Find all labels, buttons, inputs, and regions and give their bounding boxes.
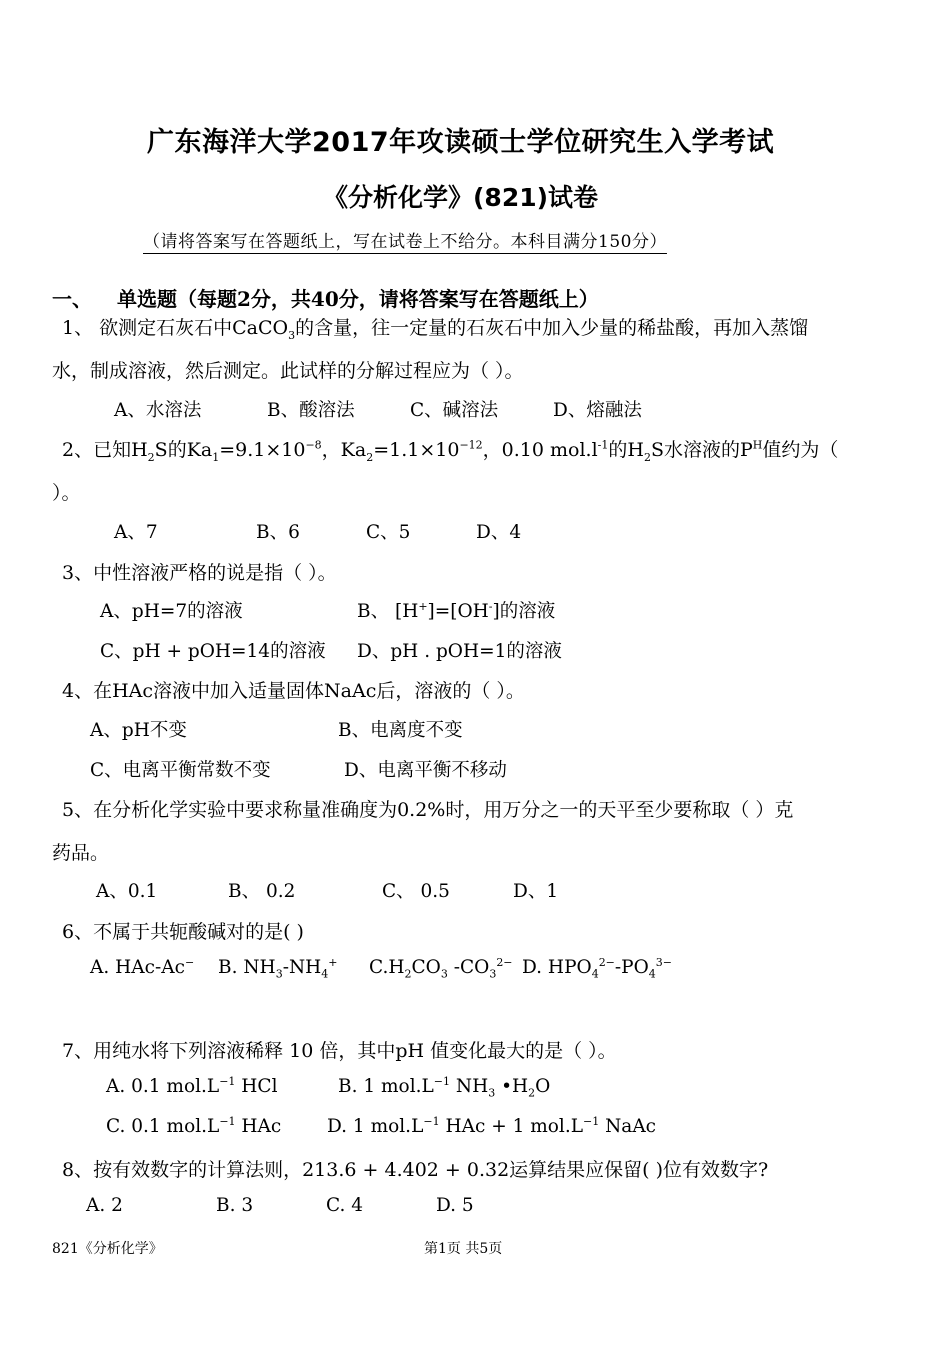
q2-option-c: C、5 (366, 522, 411, 543)
q6b-p: + (328, 955, 338, 969)
q2-s2: 1 (212, 450, 220, 464)
q3b-b: ]=[OH (427, 601, 489, 622)
q4-option-c: C、电离平衡常数不变 (90, 760, 271, 781)
question-3: 3、中性溶液严格的说是指（ ）。 (62, 562, 337, 584)
q7b-p: −1 (433, 1074, 450, 1088)
q7b-3: •H (495, 1076, 529, 1097)
q2-s4: 2 (643, 450, 651, 464)
q5-option-b: B、 0.2 (228, 881, 296, 902)
q7d-p1: −1 (423, 1114, 440, 1128)
q3-option-d: D、pH . pOH=1的溶液 (357, 641, 562, 662)
q6b-1: B. NH (218, 957, 276, 978)
q6c-s1: 2 (404, 967, 412, 981)
q8-option-a: A. 2 (86, 1195, 123, 1216)
q7c-p: −1 (219, 1114, 236, 1128)
q6d-1: D. HPO (522, 957, 592, 978)
q7a-2: HCl (235, 1076, 278, 1097)
q6-option-c (369, 955, 513, 981)
q3b-c: ]的溶液 (492, 601, 556, 622)
question-5-line-1: 5、在分析化学实验中要求称量准确度为0.2%时，用万分之一的天平至少要称取（ ）克 (62, 799, 794, 821)
q7b-s2: 2 (528, 1086, 536, 1100)
q2-p4: H (752, 438, 763, 452)
q7-option-a (106, 1076, 278, 1097)
q8-option-d: D. 5 (436, 1195, 474, 1216)
q7d-p2: −1 (583, 1114, 600, 1128)
q7-option-b (338, 1074, 551, 1100)
q6d-s2: 4 (648, 967, 656, 981)
q1-option-b: B、酸溶法 (267, 400, 355, 421)
q2-t3: =9.1×10 (219, 439, 306, 461)
q6d-2: -PO (614, 957, 649, 978)
exam-title: 广东海洋大学2017年攻读硕士学位研究生入学考试 (147, 127, 775, 158)
question-7: 7、用纯水将下列溶液稀释 10 倍，其中pH 值变化最大的是（ ）。 (62, 1040, 617, 1062)
q7d-2: HAc + 1 mol.L (439, 1116, 583, 1137)
q1-option-c: C、碱溶法 (410, 400, 499, 421)
q3b-p1: + (418, 599, 428, 613)
q7b-s1: 3 (488, 1086, 496, 1100)
q6c-s2: 3 (440, 967, 448, 981)
q6c-2: CO (411, 957, 441, 978)
q4-option-b: B、电离度不变 (338, 720, 463, 741)
q7c-2: HAc (235, 1116, 282, 1137)
q6c-p: 2− (496, 955, 513, 969)
q1-option-a: A、水溶法 (114, 400, 202, 421)
q6c-3: -CO (447, 957, 490, 978)
q1-text-b: 的含量，往一定量的石灰石中加入少量的稀盐酸，再加入蒸馏 (295, 317, 809, 339)
q6d-p2: 3− (655, 955, 672, 969)
question-4: 4、在HAc溶液中加入适量固体NaAc后，溶液的（ ）。 (62, 680, 525, 702)
footer-course: 821《分析化学》 (52, 1241, 163, 1257)
section-title: 单选题（每题2分，共40分，请将答案写在答题纸上） (117, 287, 599, 311)
q3-option-c: C、pH + pOH=14的溶液 (100, 641, 326, 662)
q6-option-b (218, 955, 338, 981)
q7b-1: B. 1 mol.L (338, 1076, 434, 1097)
question-1-line-1 (62, 313, 808, 340)
q2-t7: 的H (608, 439, 644, 461)
q6a-p: − (184, 955, 195, 969)
q6-option-d (522, 955, 672, 981)
q6d-p1: 2− (598, 955, 615, 969)
q2-p1: −8 (305, 438, 322, 452)
q1-text-a: 1、 欲测定石灰石中CaCO (62, 317, 289, 339)
footer-page-number: 第1页 共5页 (424, 1241, 503, 1257)
q8-option-b: B. 3 (216, 1195, 254, 1216)
q6a-1: A. HAc-Ac (90, 957, 185, 978)
q2-t4: ，Ka (321, 439, 367, 461)
q2-option-d: D、4 (476, 522, 522, 543)
q2-option-b: B、6 (256, 522, 300, 543)
q4-option-a: A、pH不变 (90, 720, 187, 741)
q2-t2: S的Ka (154, 439, 213, 461)
section-number: 一、 (52, 287, 92, 311)
q5-option-c: C、 0.5 (382, 881, 450, 902)
q2-t5: =1.1×10 (373, 439, 460, 461)
q6c-s3: 3 (489, 967, 497, 981)
q7-option-c (106, 1116, 281, 1137)
question-1-line-2: 水，制成溶液，然后测定。此试样的分解过程应为（ ）。 (52, 360, 524, 382)
q7b-2: NH (450, 1076, 489, 1097)
q1-option-d: D、熔融法 (553, 400, 642, 421)
q7d-1: D. 1 mol.L (327, 1116, 424, 1137)
q5-option-a: A、0.1 (96, 881, 158, 902)
q2-s1: 2 (147, 450, 155, 464)
q2-p3: -1 (597, 438, 609, 452)
question-2-line-2: ）。 (52, 482, 81, 504)
question-5-line-2: 药品。 (52, 842, 110, 864)
q6c-1: C.H (369, 957, 405, 978)
q7d-3: NaAc (599, 1116, 657, 1137)
q2-s3: 2 (366, 450, 374, 464)
instruction-note: （请将答案写在答题纸上，写在试卷上不给分。本科目满分150分） (143, 232, 667, 252)
q2-t6: ，0.10 mol.l (482, 439, 598, 461)
q2-option-a: A、7 (114, 522, 158, 543)
q1-sub: 3 (288, 328, 296, 342)
question-2-line-1 (62, 435, 838, 462)
q2-t9: 值约为（ (762, 439, 839, 461)
q3b-p2: - (488, 599, 493, 613)
q6-option-a (90, 957, 194, 978)
q6b-2: -NH (282, 957, 322, 978)
q7a-1: A. 0.1 mol.L (106, 1076, 220, 1097)
q2-t8: S水溶液的P (650, 439, 753, 461)
q8-option-c: C. 4 (326, 1195, 364, 1216)
q5-option-d: D、1 (513, 881, 559, 902)
q7c-1: C. 0.1 mol.L (106, 1116, 220, 1137)
q6b-s2: 4 (321, 967, 329, 981)
q6d-s1: 4 (591, 967, 599, 981)
paper-subtitle: 《分析化学》(821)试卷 (323, 183, 599, 212)
q3-option-a: A、pH=7的溶液 (100, 601, 243, 622)
q2-p2: −12 (459, 438, 483, 452)
q3b-a: B、 [H (357, 601, 419, 622)
q7-option-d (327, 1116, 656, 1137)
q2-t1: 2、已知H (62, 439, 148, 461)
q3-option-b (357, 597, 555, 623)
q4-option-d: D、电离平衡不移动 (344, 760, 507, 781)
q6b-s1: 3 (275, 967, 283, 981)
question-6: 6、不属于共轭酸碱对的是( ) (62, 921, 304, 943)
question-8: 8、按有效数字的计算法则，213.6 + 4.402 + 0.32运算结果应保留( )位有效数字? (62, 1159, 769, 1181)
q7a-p: −1 (219, 1074, 236, 1088)
q7b-4: O (535, 1076, 551, 1097)
